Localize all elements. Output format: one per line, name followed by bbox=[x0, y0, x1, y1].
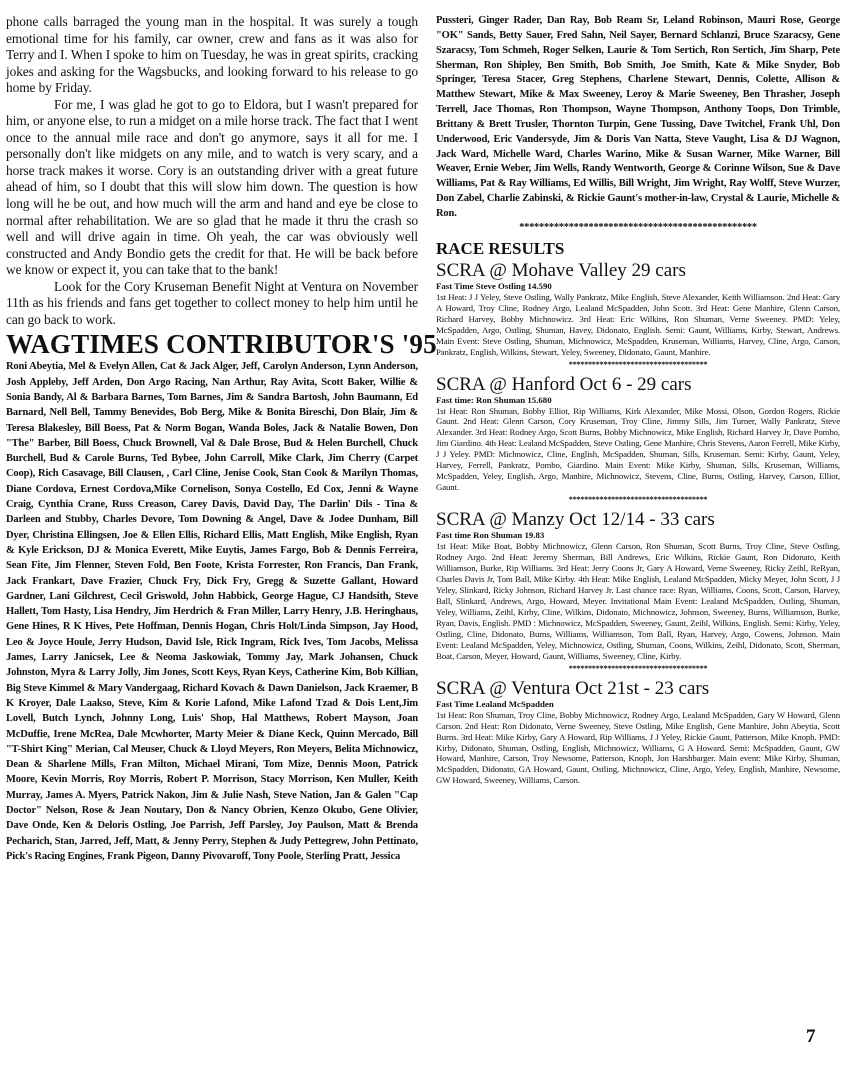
divider: ************************************************ bbox=[519, 221, 757, 233]
race-block bbox=[436, 678, 840, 787]
article-paragraph: phone calls barraged the young man in the hospital. It was surely a tough emotional time for his family, car owner, crew and fans as it was also for Terry and I. When I spoke to him on Tuesday, he was in great spirits, cracking jokes and asking for the Wagsbucks, and looking forward to his release to go home by Friday. bbox=[6, 14, 418, 96]
divider: ************************************ bbox=[568, 359, 708, 369]
race-title: SCRA @ Manzy Oct 12/14 - 33 cars bbox=[436, 509, 715, 531]
contributors-title: WAGTIMES CONTRIBUTOR'S '95 bbox=[6, 329, 437, 360]
race-block bbox=[436, 509, 840, 673]
race-results-text: 1st Heat: J J Yeley, Steve Ostling, Wally Pankratz, Mike English, Steve Alexander, Keith Williamson. 2nd Heat: Gary A Howard, Troy Cline, Rodney Argo, Lealand McSpadden, John Scott. 3rd Heat: Gene Manhire, Glenn Carson, Richard Harvey, Bobby Michnowicz. 3rd Heat: Eric Wilkins, Ron Shuman, Verne Sweeney. PMD: Yeley, McSpadden, Argo, Ostling, Shuman, Havey, Didonato, English. Semi: Gaunt, Williams, Kirby, Stewart, Andrews. Main Event: Steve Ostling, Shuman, Michnowicz, McSpadden, Kruseman, Williams, Harvey, Cline, Argo, Carson, Pankratz, English, Wilkins, Stewart, Yeley, Sweeney, Didonato, Gaunt, Manhire. bbox=[436, 291, 840, 357]
page-number: 7 bbox=[806, 1026, 816, 1047]
contributors-list: Roni Abeytia, Mel & Evelyn Allen, Cat & Jack Alger, Jeff, Carolyn Anderson, Lynn Anderson, Josh Appleby, Jeff Arden, Don Argo Racing, Nan Arthur, Ray Avita, Scott Baker, Willie & Sonia Bandy, Al & Barbara Barnes, Tom Barnes, Jim & Sandra Bartosh, John Baumann, Ed Barnard, Nell Bell, Tammy Benevides, Bob Berg, Mike & Bonita Bireschi, Don Blair, Jim & Teresa Blakesley, Bill Boess, Pat & Norm Bogan, Wanda Boles, Jack & Natalie Bowen, Don "The" Barber, Bill Boess, Chuck Brownell, Val & Dale Brose, Bud & Helen Burchell, Chuck Burchell, Bud & Carole Burns, Ted Bybee, John Carroll, Mike Clark, Jim Cherry (Carpet Coop), Rich Casavage, Bill Clausen, , Carl Cline, Jenise Cook, Stan Cook & Marilyn Thomas, Diane Cordova, Ernest Cordova,Mike Cornelison, Sonya Costello, Ed Cox, Jenni & Wayne Craig, Cynthia Crane, Russ Creason, Carey Davis, David Day, The Darlin' Dils - Tina & Darleen and Stubby, Charles Devore, Tom Downing & Angel, Dave & Jodee Dunham, Bill Dyer, Christina Ellingsen, Joe & Ellen Ellis, Richard Ellis, Matt English, Mike English, Ryan & Kyle Erickson, DJ & Monica Everett, Mike Euytis, James Fargo, Bob & Dennis Ferreira, Sean Fite, Jim Flenner, Steven Fold, Ben Foote, Krista Forrester, Ron Francis, Dan Frank, Jack Frankart, Dave Frazier, Chuck Fry, Dick Fry, Gregg & Suzette Gallant, Howard Gardner, Lani Gilchrest, Cecil Griswold, John Habbick, George Hague, CJ Handsith, Steve Hallett, Tom Hasty, Lisa Hendry, Jim Herdrich & Fran Miller, Larry Henry, J.B. Heringhaus, Gene Hines, R K Hives, Pete Hoffman, Dennis Hogan, Chris Holt/Linda Simpson, Jay Hood, Leo & Joyce Houle, Jerry Hudson, David Isle, Rick Ingram, Rick Ives, Tom Jacobs, Melissa James, Larry Janicsek, Lee & Neoma Jaskowiak, Tommy Jay, Mark Johansen, Chuck Johnston, Myra & Larry Jolly, Jim Jones, Scott Keys, Ryan Keys, Catherine Kim, Bob Killian, Big Steve Kimmel & Mary Vandergaag, Richard Kovach & Dawn Danielson, Jack Kraemer, B K Kroyer, Dale Laakso, Steve, Kim & Korie Lafond, Mike Lafond Tzad & Dois Lent,Jim Lovell, Butch Lynch, Johnny Long, Luis' Shop, Hal Matthews, Robert Mayson, Joan McDuffie, Irene McRea, Dale Mcwhorter, Marty Meier & Diane Keck, Quinn Mercado, Bill "T-Shirt King" Merian, Cal Meuser, Chuck & Lloyd Meyers, Ron Meyers, Belita Michnowicz, Dean & Sharlene Mills, Fran Milton, Michael Mirani, Tom Mize, Dennis Moon, Patrick Moore, Kevin Morris, Roy Morris, Robert P. Morrison, Stacy Morrison, Ken Muller, Keith Murray, James A. Myers, Patrick Nakon, Jim & Julie Nash, Steve Nation, Jan & Galen "Cap Doctor" Nelson, Rose & Jean Noutary, Don & Nancy Obrien, Kenzo Okubo, Gene Olivier, Dave Onde, Ken & Deloris Ostling, Joe Parrish, Jeff Parsley, Joy Paulson, Matt & Brenda Pecharich, Stan, Jarred, Jeff, Matt, & Jenny Perry, Stephen & Judy Pettegrew, John Pettinato, Pick's Racing Engines, Frank Pigeon, Danny Pivovaroff, Tony Poole, Sterling Pratt, Jessica bbox=[6, 361, 418, 862]
fast-time: Fast time Ron Shuman 19.83 bbox=[436, 530, 545, 541]
race-results-text: 1st Heat: Mike Boat, Bobby Michnowicz, Glenn Carson, Ron Shuman, Scott Burns, Troy Cline, Steve Ostling, Rodney Argo. 2nd Heat: Jeremy Sherman, Bill Andrews, Eric Wilkins, Rickie Gaunt, Ron Didonato, Keith Williamson, Burke, Rip Williams. 3rd Heat: Jerry Coons Jr, Gary A Howard, Verne Sweeney, Ricky Zeihl, ReRyan, Charles Davis Jr, Tom Ball, Mike Kirby. 4th Heat: Mike English, Lealand McSpadden, Micky Meyer, John Scott, J J Yeley, Slinkard, Ricky Johnson, Richard Harvey Jr. Last chance race: Ryan, Williams, Coons, Scott, Carson, Harvey, Ball, Slinkard, Andrews, Argo, Howard, Meyer. Invitational Main Event: Lealand McSpadden, Ostling, Shuman, Yeley, Williams, Zeihl, Kirby, Cline, Wilkins, Didonato, Michnowicz, Johnson, Sweeney, Burns, Williamson, Burke, Ryan, Davis, English. PMD : Michnowicz, McSpadden, Sweeney, Gaunt, Zeihl, Wilkins, English. Semi: Kirby, Yeley, Ostling, Cline, Didonato, Burns, Williams, Williamson, Tom Ball, Ryan, Harvey, Argo, Cowens, Johnson. Main Event: Lealand McSpadden, Yeley, Michnowicz, Ostling, Shuman, Coons, Wilkins, Zeihl, Didonato, Scott, Sherman, Boat, Carson, Meyer, Howard, Gaunt, Williams, Sweeney, Cline, Kirby. bbox=[436, 541, 840, 661]
contributors-list-continued: Pussteri, Ginger Rader, Dan Ray, Bob Ream Sr, Leland Robinson, Mauri Rose, George "OK" Sands, Betty Sauer, Fred Sahn, Neil Sayer, Bernard Schlanzi, Bruce Szaracsy, Gene Szaracsy, Tom Schmeh, Roger Selken, Laurie & Tom Sertich, Ron Sertich, Jim Sharp, Pete Sherman, Ron Shipley, Ben Smith, Bob Smith, Joe Smith, Kate & Mike Snyder, Bob Springer, Teresa Stacer, Greg Stephens, Charlene Stewart, Dennis, Colette, Allison & Matthew Stewart, Mike & Max Sweeney, Leroy & Marie Sweeney, Ben Thrasher, Joseph Terrell, Jace Thomas, Ron Thompson, Wayne Thompson, Anthony Toops, Don Trimble, Brittany & Brett Trusler, Thornton Turpin, Gene Tussing, Dave Twitchel, Frank Uhl, Don Underwood, Eric Vandersyde, Jim & Doris Van Natta, Steve Vaught, Lisa & DJ Wagnon, Jack Ward, Michelle Ward, Charles Warino, Mike & Susan Warner, Mike Warner, Bill Weaver, Ernie Weber, Jim Wells, Randy Wentworth, George & Corinne Wilson, Sue & Dave Williams, Pat & Ray Williams, Ed Willis, Bill Wright, Jim Wright, Ray Wolff, Steve Wurzer, Don Zabel, Charlie Zabinski, & Rickie Gaunt's mother-in-law, Crystal & Laurie, Michelle & Ron. bbox=[436, 15, 840, 219]
article-paragraph: Look for the Cory Kruseman Benefit Night at Ventura on November 11th as his friends and fans get together to collect money to help him until he can go back to work. bbox=[6, 278, 418, 327]
race-results-heading: RACE RESULTS bbox=[436, 238, 565, 258]
race-title: SCRA @ Mohave Valley 29 cars bbox=[436, 259, 686, 281]
race-title: SCRA @ Ventura Oct 21st - 23 cars bbox=[436, 677, 710, 699]
divider: ************************************ bbox=[568, 495, 708, 505]
race-block bbox=[436, 374, 840, 506]
right-column bbox=[436, 14, 840, 786]
race-title: SCRA @ Hanford Oct 6 - 29 cars bbox=[436, 373, 692, 395]
race-results-text: 1st Heat: Ron Shuman, Troy Cline, Bobby Michnowicz, Rodney Argo, Lealand McSpadden, Gary W Howard, Glenn Carson. 2nd Heat: Ron Didonato, Verne Sweeney, Steve Ostling, Mike English, Gene Manhire, John Abeytia, Scott Burns. 3rd Heat: Mike Kirby, Gary A Howard, Rip Williams, J J Yeley, Rickie Gaunt, Patterson, Mike Knoph. PMD: Kirby, Didonato, Shuman, Ostling, English, Michnowicz, Williams, G A Howard. Semi: McSpadden, Gaunt, GW Howard, Manhire, Carson, Troy Newsome, Patterson, Knoph, Jon Harshbarger. Main event: Mike Kirby, Shuman, McSpadden, Didonato, GA Howard, Gaunt, Ostling, Michnowicz, Cline, Argo, Yeley, English, Manhire, Newsome, GW Howard, Sweeney, Williams, Carson. bbox=[436, 709, 840, 786]
fast-time: Fast Time Lealand McSpadden bbox=[436, 698, 554, 709]
article-paragraph: For me, I was glad he got to go to Eldora, but I wasn't prepared for him, or anyone else, to run a midget on a mile horse track. The fact that I went once to the annual mile race and don't go anymore, says it all for me. I personally don't like midgets on any mile, and to watch is very scary, and a horse track makes it worse. Cory is an outstanding driver with a great future ahead of him, so I doubt that this will slow him down. The question is how long will he be out, and how much will the arm and hand and eye be close to normal after rehabilitation. We are so glad that he made it thru the crash so well and will drive again in time. Oh yeah, the car was obviously well constructed and Andy Bondio gets the credit for that. He will be back before we know or expect it, you can take that to the bank! bbox=[6, 96, 418, 278]
race-block bbox=[436, 260, 840, 370]
fast-time: Fast Time Steve Ostling 14.590 bbox=[436, 280, 552, 291]
left-column bbox=[6, 14, 437, 864]
fast-time: Fast time: Ron Shuman 15.680 bbox=[436, 394, 552, 405]
race-results-text: 1st Heat: Ron Shuman, Bobby Elliot, Rip Williams, Kirk Alexander, Mike Mossi, Olson, Gordon Rogers, Rickie Gaunt. 2nd Heat: Glenn Carson, Cory Kruseman, Troy Cline, Jimmy Sills, Jim Turner, Wally Pankratz, Steve Alexander. 3rd Heat: Rodney Argo, Scott Burns, Bobby Michnowicz, Mike English, Richard Harvey Jr, Dave Pombo, Jim Giardino. 4th Heat: Lealand McSpadden, Steve Ostling, Gene Manhire, Chris Stevens, Aaron Ferrell, Mike Kirby, J J Yeley. PMD: Michnowicz, Cline, English, McSpadden, Shuman, Sills, Kruseman. Semi: Kirby, Gaunt, Yeley, Harvey, Ferrell, Pankratz, Pombo, Giardino. Main Event: Mike Kirby, Shuman, Sills, Kruseman, Williams, McSpadden, Yeley, English, Argo, Manhire, Michnowicz, Stevens, Cline, Burns, Ostling, Harvey, Carson, Elliot, Gaunt. bbox=[436, 405, 840, 493]
divider: ************************************ bbox=[568, 663, 708, 673]
